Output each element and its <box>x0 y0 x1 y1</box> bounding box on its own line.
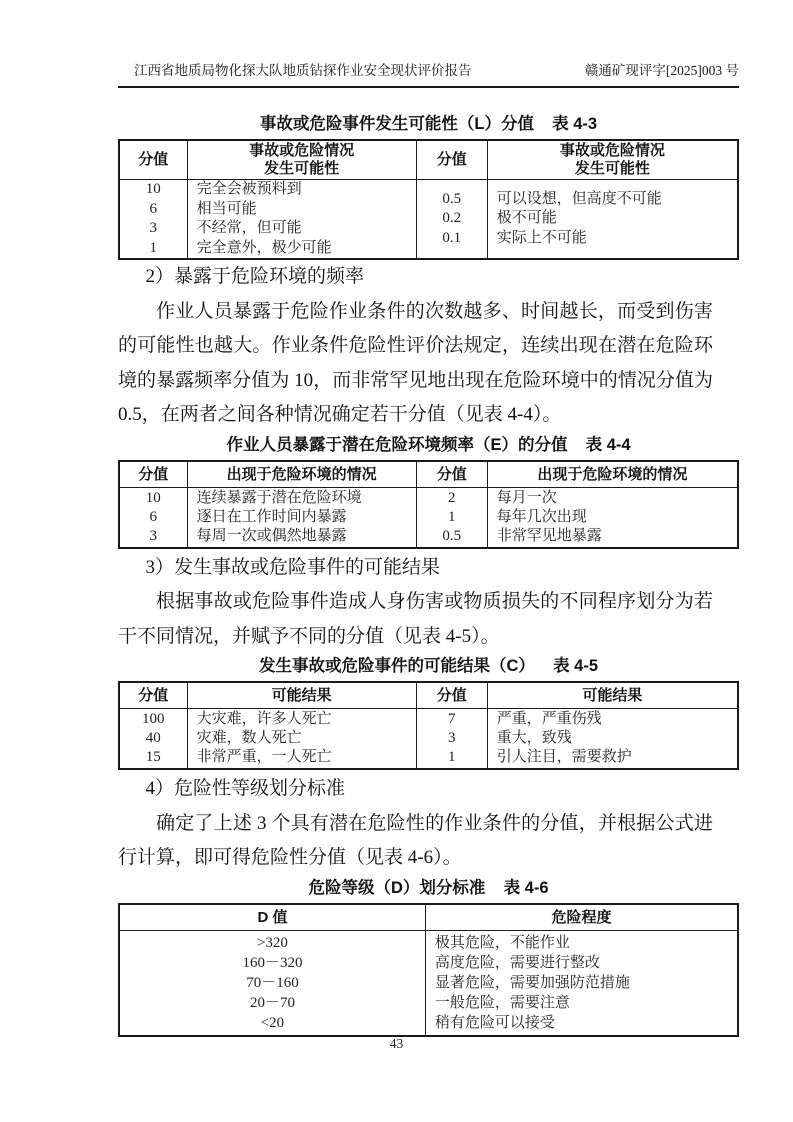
table-title-text: 危险等级（D）划分标准 <box>308 878 486 897</box>
section-body: 确定了上述 3 个具有潜在危险性的作业条件的分值，并根据公式进行计算，即可得危险性分值（见表 4-6）。 <box>118 812 713 868</box>
desc-cell: 大灾难，许多人死亡 灾难，数人死亡 非常严重，一人死亡 <box>187 709 416 770</box>
table-header-row <box>119 140 738 180</box>
table-header-row <box>119 461 738 488</box>
col-header-score: 分值 <box>416 140 487 180</box>
col-header-desc: 事故或危险情况 发生可能性 <box>187 140 416 180</box>
score-cell: 10 6 3 <box>119 487 187 548</box>
col-header-score: 分值 <box>119 140 187 180</box>
table-title-4-4 <box>118 433 739 457</box>
doc-header <box>118 0 739 88</box>
table-title-text: 作业人员暴露于潜在危险环境频率（E）的分值 <box>226 435 568 454</box>
table-4-5 <box>118 681 739 770</box>
table-title-text: 发生事故或危险事件的可能结果（C） <box>259 657 535 675</box>
desc-cell: 完全会被预料到 相当可能 不经常，但可能 完全意外，极少可能 <box>187 180 416 260</box>
table-tag: 表 4-3 <box>552 115 598 133</box>
score-cell: 7 3 1 <box>416 709 487 770</box>
desc-cell: 每月一次 每年几次出现 非常罕见地暴露 <box>496 489 602 544</box>
doc-number: 赣通矿现评字[2025]003 号 <box>584 63 739 78</box>
section-3 <box>118 551 739 655</box>
col-header-risk-level: 危险程度 <box>425 904 738 931</box>
page-number: 43 <box>389 1036 404 1051</box>
table-header-row <box>119 904 738 931</box>
score-cell: 0.5 0.2 0.1 <box>416 180 487 260</box>
col-header-desc: 可能结果 <box>187 682 416 709</box>
col-header-desc: 出现于危险环境的情况 <box>487 461 738 488</box>
table-4-4 <box>118 460 739 549</box>
section-body: 作业人员暴露于危险作业条件的次数越多、时间越长，而受到伤害的可能性也越大。作业条件危险性评价法规定，连续出现在潜在危险环境的暴露频率分值为 10，而非常罕见地出现在危险环境中的情况分值为 0.5，在两者之间各种情况确定若干分值（见表 4-4）。 <box>118 300 713 425</box>
page-content <box>118 0 739 1037</box>
score-cell: 10 6 3 1 <box>119 180 187 260</box>
section-body: 根据事故或危险事件造成人身伤害或物质损失的不同程序划分为若干不同情况，并赋予不同的分值（见表 4-5）。 <box>118 591 713 647</box>
table-title-4-5 <box>118 654 739 678</box>
table-body-row <box>119 709 738 770</box>
col-header-score: 分值 <box>416 682 487 709</box>
table-title-4-6 <box>118 876 739 900</box>
section-heading: 2）暴露于危险环境的频率 <box>145 266 365 287</box>
section-heading: 3）发生事故或危险事件的可能结果 <box>145 556 441 578</box>
d-value-cell: >320 160－320 70－160 20－70 <20 <box>119 930 425 1036</box>
col-header-d-value: D 值 <box>119 904 425 931</box>
table-body-row <box>119 487 738 548</box>
table-body-row <box>119 930 738 1036</box>
section-2 <box>118 260 739 433</box>
score-cell: 100 40 15 <box>119 709 187 770</box>
report-title: 江西省地质局物化探大队地质钻探作业安全现状评价报告 <box>134 63 472 78</box>
desc-cell: 可以设想，但高度不可能 极不可能 实际上不可能 <box>496 190 662 246</box>
section-4 <box>118 772 739 876</box>
table-4-6 <box>118 903 739 1037</box>
section-heading: 4）危险性等级划分标准 <box>145 778 346 799</box>
col-header-desc: 出现于危险环境的情况 <box>187 461 416 488</box>
col-header-score: 分值 <box>416 461 487 488</box>
desc-cell: 严重，严重伤残 重大，致残 引人注目，需要救护 <box>496 711 632 765</box>
col-header-desc: 事故或危险情况 发生可能性 <box>487 140 738 180</box>
table-tag: 表 4-6 <box>503 878 549 897</box>
col-header-score: 分值 <box>119 461 187 488</box>
table-body-row <box>119 180 738 260</box>
desc-cell: 连续暴露于潜在危险环境 逐日在工作时间内暴露 每周一次或偶然地暴露 <box>187 487 416 548</box>
risk-level-cell: 极其危险，不能作业 高度危险，需要进行整改 显著危险，需要加强防范措施 一般危险，需要注意 稍有危险可以接受 <box>434 934 630 1031</box>
col-header-score: 分值 <box>119 682 187 709</box>
table-title-text: 事故或危险事件发生可能性（L）分值 <box>259 115 534 133</box>
table-4-3 <box>118 139 739 260</box>
table-title-4-3 <box>118 112 739 136</box>
table-header-row <box>119 682 738 709</box>
table-tag: 表 4-4 <box>585 435 631 454</box>
score-cell: 2 1 0.5 <box>416 487 487 548</box>
table-tag: 表 4-5 <box>553 657 598 675</box>
col-header-desc: 可能结果 <box>487 682 738 709</box>
